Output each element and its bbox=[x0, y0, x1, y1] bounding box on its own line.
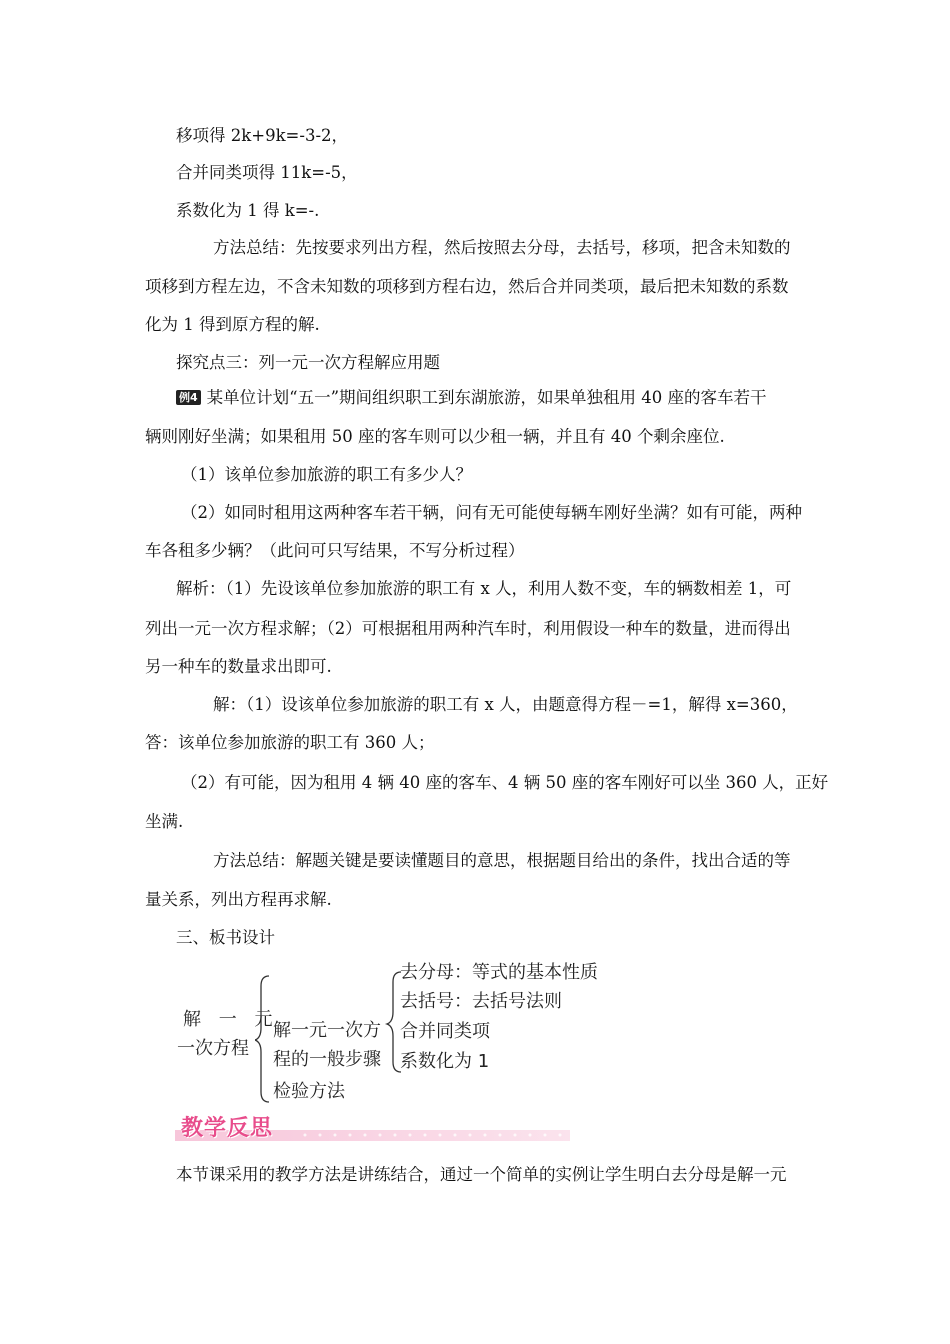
example-badge: 例4 bbox=[176, 390, 201, 405]
diagram-step-4: 系数化为 1 bbox=[400, 1051, 490, 1072]
question-2-line1: （2）如同时租用这两种客车若干辆，问有无可能使每辆车刚好坐满？如有可能，两种 bbox=[181, 503, 802, 522]
example-4-text: 某单位计划“五一”期间组织职工到东湖旅游，如果单独租用 40 座的客车若干 bbox=[206, 388, 767, 407]
section-3-heading: 三、板书设计 bbox=[176, 928, 275, 947]
diagram-branch1-line2: 程的一般步骤 bbox=[273, 1049, 381, 1070]
method-summary-2-line1: 方法总结：解题关键是要读懂题目的意思，根据题目给出的条件，找出合适的等 bbox=[213, 851, 791, 870]
solution-1-line1: 解：（1）设该单位参加旅游的职工有 x 人，由题意得方程－=1，解得 x=360， bbox=[213, 695, 798, 714]
solution-2-line2: 坐满. bbox=[145, 812, 184, 831]
method-summary-1-line2: 项移到方程左边，不含未知数的项移到方程右边，然后合并同类项，最后把未知数的系数 bbox=[145, 277, 789, 296]
equation-step-move-terms: 移项得 2k+9k=-3-2， bbox=[176, 126, 349, 145]
explore-point-3-heading: 探究点三：列一元一次方程解应用题 bbox=[176, 353, 440, 372]
diagram-step-1: 去分母：等式的基本性质 bbox=[400, 962, 598, 983]
analysis-line2: 列出一元一次方程求解；（2）可根据租用两种汽车时，利用假设一种车的数量，进而得出 bbox=[145, 619, 791, 638]
equation-step-combine: 合并同类项得 11k=-5， bbox=[176, 163, 358, 182]
diagram-branch2: 检验方法 bbox=[273, 1081, 345, 1102]
method-summary-2-line2: 量关系，列出方程再求解. bbox=[145, 890, 332, 909]
reflection-banner-title: 教学反思 bbox=[181, 1116, 274, 1141]
question-2-line2: 车各租多少辆？（此问可只写结果，不写分析过程） bbox=[145, 541, 525, 560]
solution-2-line1: （2）有可能，因为租用 4 辆 40 座的客车、4 辆 50 座的客车刚好可以坐 360 人，正好 bbox=[181, 773, 829, 792]
equation-step-coefficient: 系数化为 1 得 k=-. bbox=[176, 201, 320, 220]
diagram-root-line2: 一次方程 bbox=[177, 1038, 249, 1059]
method-summary-1-line1: 方法总结：先按要求列出方程，然后按照去分母，去括号，移项，把含未知数的 bbox=[213, 238, 791, 257]
analysis-line1: 解析：（1）先设该单位参加旅游的职工有 x 人，利用人数不变，车的辆数相差 1，可 bbox=[176, 579, 792, 598]
diagram-step-3: 合并同类项 bbox=[400, 1021, 490, 1042]
diagram-step-2: 去括号：去括号法则 bbox=[400, 991, 562, 1012]
solution-1-answer: 答：该单位参加旅游的职工有 360 人； bbox=[145, 733, 435, 752]
analysis-line3: 另一种车的数量求出即可. bbox=[145, 657, 332, 676]
example-4-line1 bbox=[176, 387, 767, 409]
reflection-text: 本节课采用的教学方法是讲练结合，通过一个简单的实例让学生明白去分母是解一元 bbox=[176, 1165, 787, 1184]
example-4-line2: 辆则刚好坐满；如果租用 50 座的客车则可以少租一辆，并且有 40 个剩余座位. bbox=[145, 427, 725, 446]
diagram-root-line1: 解 一 元 bbox=[183, 1009, 279, 1030]
question-1: （1）该单位参加旅游的职工有多少人？ bbox=[181, 465, 472, 484]
method-summary-1-line3: 化为 1 得到原方程的解. bbox=[145, 315, 320, 334]
diagram-branch1-line1: 解一元一次方 bbox=[273, 1020, 381, 1041]
